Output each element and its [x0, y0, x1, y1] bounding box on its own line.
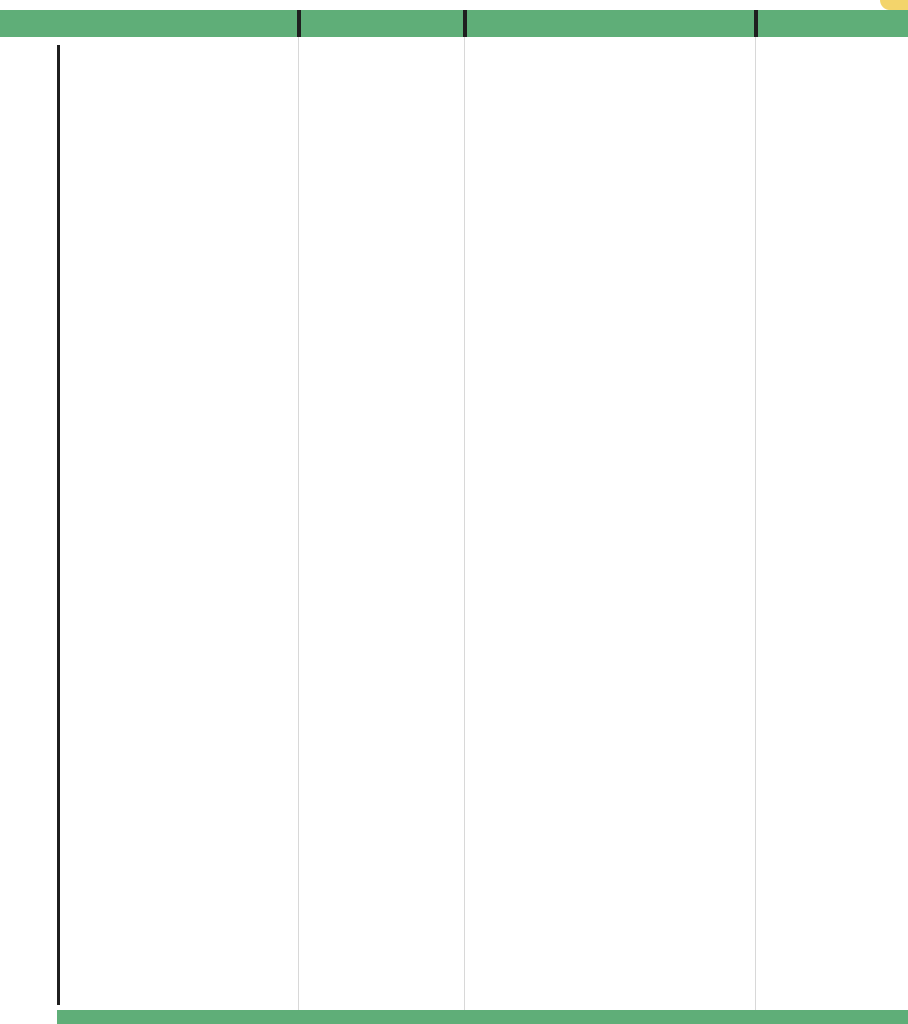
header-pierwsze-sniadanie	[60, 10, 298, 37]
column-divider	[298, 37, 299, 1010]
column-divider	[755, 37, 756, 1010]
header-obiad	[467, 10, 754, 37]
header-podwieczorek	[758, 10, 908, 37]
table-header	[0, 10, 908, 37]
day-column-line	[57, 45, 60, 1005]
column-divider	[464, 37, 465, 1010]
corner-accent	[880, 0, 908, 10]
bottom-bar	[57, 1010, 908, 1024]
header-drugie-sniadanie	[301, 10, 463, 37]
